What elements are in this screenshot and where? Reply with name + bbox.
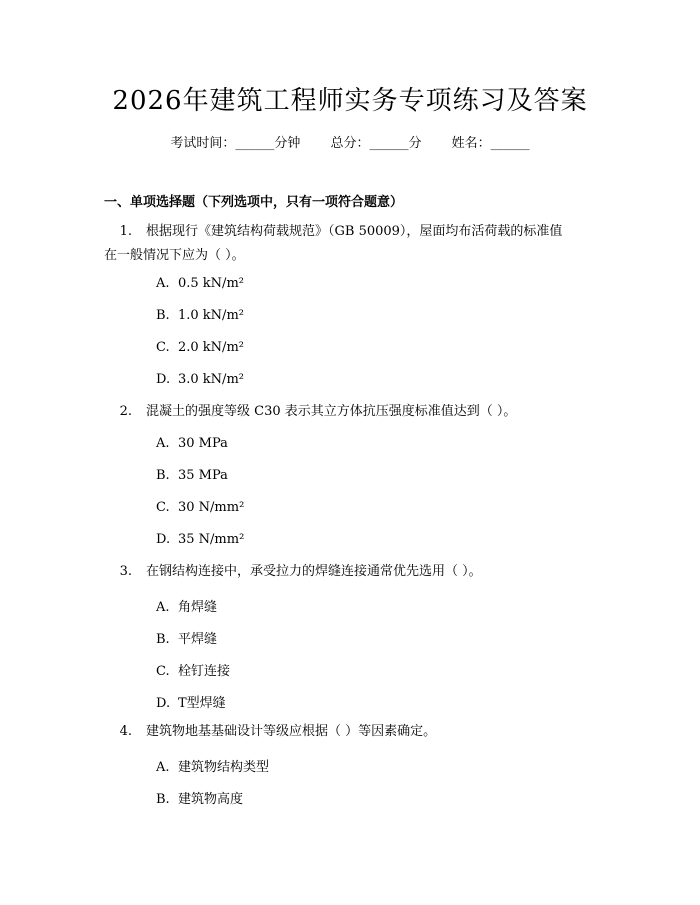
question-3-line-1 <box>104 560 624 584</box>
question-2-line-1 <box>104 400 624 424</box>
option-4b[interactable] <box>156 788 243 807</box>
question-1-line-2: 在一般情况下应为（ ）。 <box>104 248 245 263</box>
option-4a[interactable] <box>156 756 269 775</box>
question-3 <box>104 560 624 584</box>
option-1c[interactable] <box>156 340 244 355</box>
option-text: 35 N/mm² <box>178 532 245 547</box>
option-2a[interactable] <box>156 436 228 451</box>
page-title: 2026年建筑工程师实务专项练习及答案 <box>112 86 588 116</box>
option-3b[interactable] <box>156 628 217 647</box>
option-1d[interactable] <box>156 372 244 387</box>
option-text: 栓钉连接 <box>178 664 231 679</box>
question-number: 2. <box>119 404 132 419</box>
option-letter: B. <box>156 632 170 647</box>
question-text: 建筑物地基基础设计等级应根据（ ）等因素确定。 <box>146 724 437 739</box>
section-heading: 一、单项选择题（下列选项中，只有一项符合题意） <box>104 195 404 210</box>
total-score-field: 总分：______分 <box>330 136 422 151</box>
option-text: 3.0 kN/m² <box>178 372 244 387</box>
option-letter: B. <box>156 308 170 323</box>
exam-time-field: 考试时间：______分钟 <box>170 136 301 151</box>
option-2d[interactable] <box>156 532 244 547</box>
question-text: 根据现行《建筑结构荷载规范》（GB 50009），屋面均布活荷载的标准值 <box>146 224 563 239</box>
option-1a[interactable] <box>156 276 244 291</box>
option-text: 平焊缝 <box>178 632 218 647</box>
exam-meta <box>0 132 700 151</box>
question-number: 3. <box>119 564 132 579</box>
option-letter: A. <box>156 276 170 291</box>
option-text: T型焊缝 <box>178 696 226 711</box>
question-text: 混凝土的强度等级 C30 表示其立方体抗压强度标准值达到（ ）。 <box>146 404 517 419</box>
question-2 <box>104 400 624 424</box>
option-letter: A. <box>156 436 170 451</box>
option-text: 1.0 kN/m² <box>178 308 244 323</box>
option-letter: B. <box>156 792 170 807</box>
option-letter: C. <box>156 340 170 355</box>
question-text: 在钢结构连接中，承受拉力的焊缝连接通常优先选用（ ）。 <box>146 564 482 579</box>
option-letter: C. <box>156 500 170 515</box>
question-4 <box>104 720 624 744</box>
option-text: 建筑物高度 <box>178 792 244 807</box>
option-letter: D. <box>156 696 171 711</box>
option-2b[interactable] <box>156 468 228 483</box>
option-3a[interactable] <box>156 596 217 615</box>
option-letter: A. <box>156 760 170 775</box>
option-letter: D. <box>156 532 171 547</box>
question-1-line-1 <box>104 220 624 244</box>
option-letter: B. <box>156 468 170 483</box>
name-field: 姓名：______ <box>451 136 530 151</box>
option-text: 35 MPa <box>178 468 228 483</box>
option-3d[interactable] <box>156 692 226 711</box>
option-letter: D. <box>156 372 171 387</box>
question-number: 4. <box>119 724 132 739</box>
option-text: 0.5 kN/m² <box>178 276 244 291</box>
question-number: 1. <box>119 224 132 239</box>
option-text: 角焊缝 <box>178 600 218 615</box>
option-1b[interactable] <box>156 308 244 323</box>
option-2c[interactable] <box>156 500 244 515</box>
option-text: 30 MPa <box>178 436 228 451</box>
question-1 <box>104 220 624 268</box>
option-letter: C. <box>156 664 170 679</box>
option-letter: A. <box>156 600 170 615</box>
option-text: 30 N/mm² <box>178 500 245 515</box>
question-4-line-1 <box>104 720 624 744</box>
option-3c[interactable] <box>156 660 230 679</box>
option-text: 建筑物结构类型 <box>178 760 270 775</box>
option-text: 2.0 kN/m² <box>178 340 244 355</box>
